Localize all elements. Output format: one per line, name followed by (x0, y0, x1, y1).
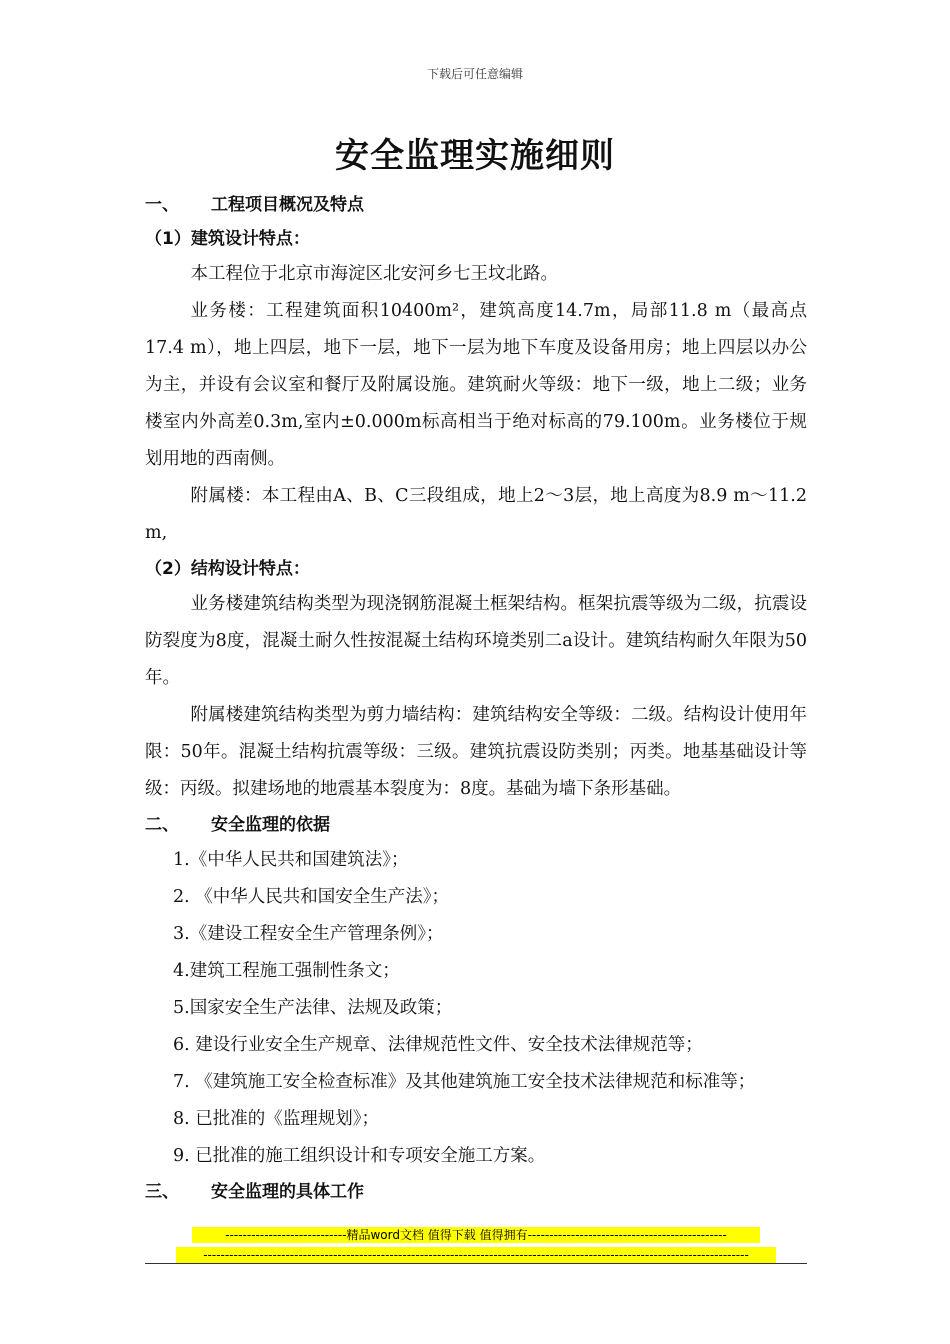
list-item: 6. 建设行业安全生产规章、法律规范性文件、安全技术法律规范等； (173, 1035, 703, 1055)
section-title: 工程项目概况及特点 (211, 195, 364, 215)
subheading-architecture: （1）建筑设计特点： (145, 229, 310, 249)
section-number: 一、 (145, 195, 179, 215)
footer-line-2: ------------------------------------------------------------------------------------------------------------------------------ (176, 1247, 776, 1263)
list-item: 7. 《建筑施工安全检查标准》及其他建筑施工安全技术法律规范和标准等； (173, 1072, 756, 1092)
list-item: 4.建筑工程施工强制性条文； (173, 961, 400, 981)
section-title: 安全监理的具体工作 (211, 1182, 364, 1202)
list-item: 1.《中华人民共和国建筑法》； (173, 850, 409, 870)
list-item: 2. 《中华人民共和国安全生产法》； (173, 887, 450, 907)
section-title: 安全监理的依据 (211, 815, 330, 835)
paragraph: 本工程位于北京市海淀区北安河乡七王坟北路。 (190, 264, 558, 284)
paragraph: 业务楼：工程建筑面积10400m²，建筑高度14.7m，局部11.8 m（最高点17.4 m），地上四层，地下一层，地下一层为地下车度及设备用房；地上四层以办公为主，并设有会议室和餐厅及附属设施。建筑耐火等级：地下一级，地上二级；业务楼室内外高差0.3m,室内±0.000m标高相当于绝对标高的79.100m。业务楼位于规划用地的西南侧。 (145, 301, 807, 469)
footer-rule (145, 1263, 807, 1264)
document-body (145, 188, 807, 1209)
section-heading-2 (145, 808, 807, 842)
footer-line-1: ----------------------------精品word文档 值得下载 值得拥有---------------------------------------------- (192, 1227, 760, 1243)
section-number: 三、 (145, 1182, 179, 1202)
list-item: 9. 已批准的施工组织设计和专项安全施工方案。 (173, 1146, 546, 1166)
section-heading-3 (145, 1175, 807, 1209)
subheading-structure: （2）结构设计特点： (145, 559, 310, 579)
paragraph: 业务楼建筑结构类型为现浇钢筋混凝土框架结构。框架抗震等级为二级，抗震设防裂度为8度，混凝土耐久性按混凝土结构环境类别二a设计。建筑结构耐久年限为50年。 (145, 594, 807, 688)
list-item: 5.国家安全生产法律、法规及政策； (173, 998, 453, 1018)
paragraph: 附属楼建筑结构类型为剪力墙结构：建筑结构安全等级：二级。结构设计使用年限：50年。混凝土结构抗震等级：三级。建筑抗震设防类别；丙类。地基基础设计等级：丙级。拟建场地的地震基本裂度为：8度。基础为墙下条形基础。 (145, 705, 807, 799)
document-title: 安全监理实施细则 (335, 136, 615, 176)
footer-banner (145, 1227, 807, 1267)
section-number: 二、 (145, 815, 179, 835)
list-item: 3.《建设工程安全生产管理条例》； (173, 924, 444, 944)
header-note: 下载后可任意编辑 (426, 67, 523, 81)
section-heading-1 (145, 188, 807, 222)
paragraph: 附属楼：本工程由A、B、C三段组成，地上2～3层，地上高度为8.9 m～11.2 m, (145, 486, 807, 543)
list-item: 8. 已批准的《监理规划》； (173, 1109, 380, 1129)
